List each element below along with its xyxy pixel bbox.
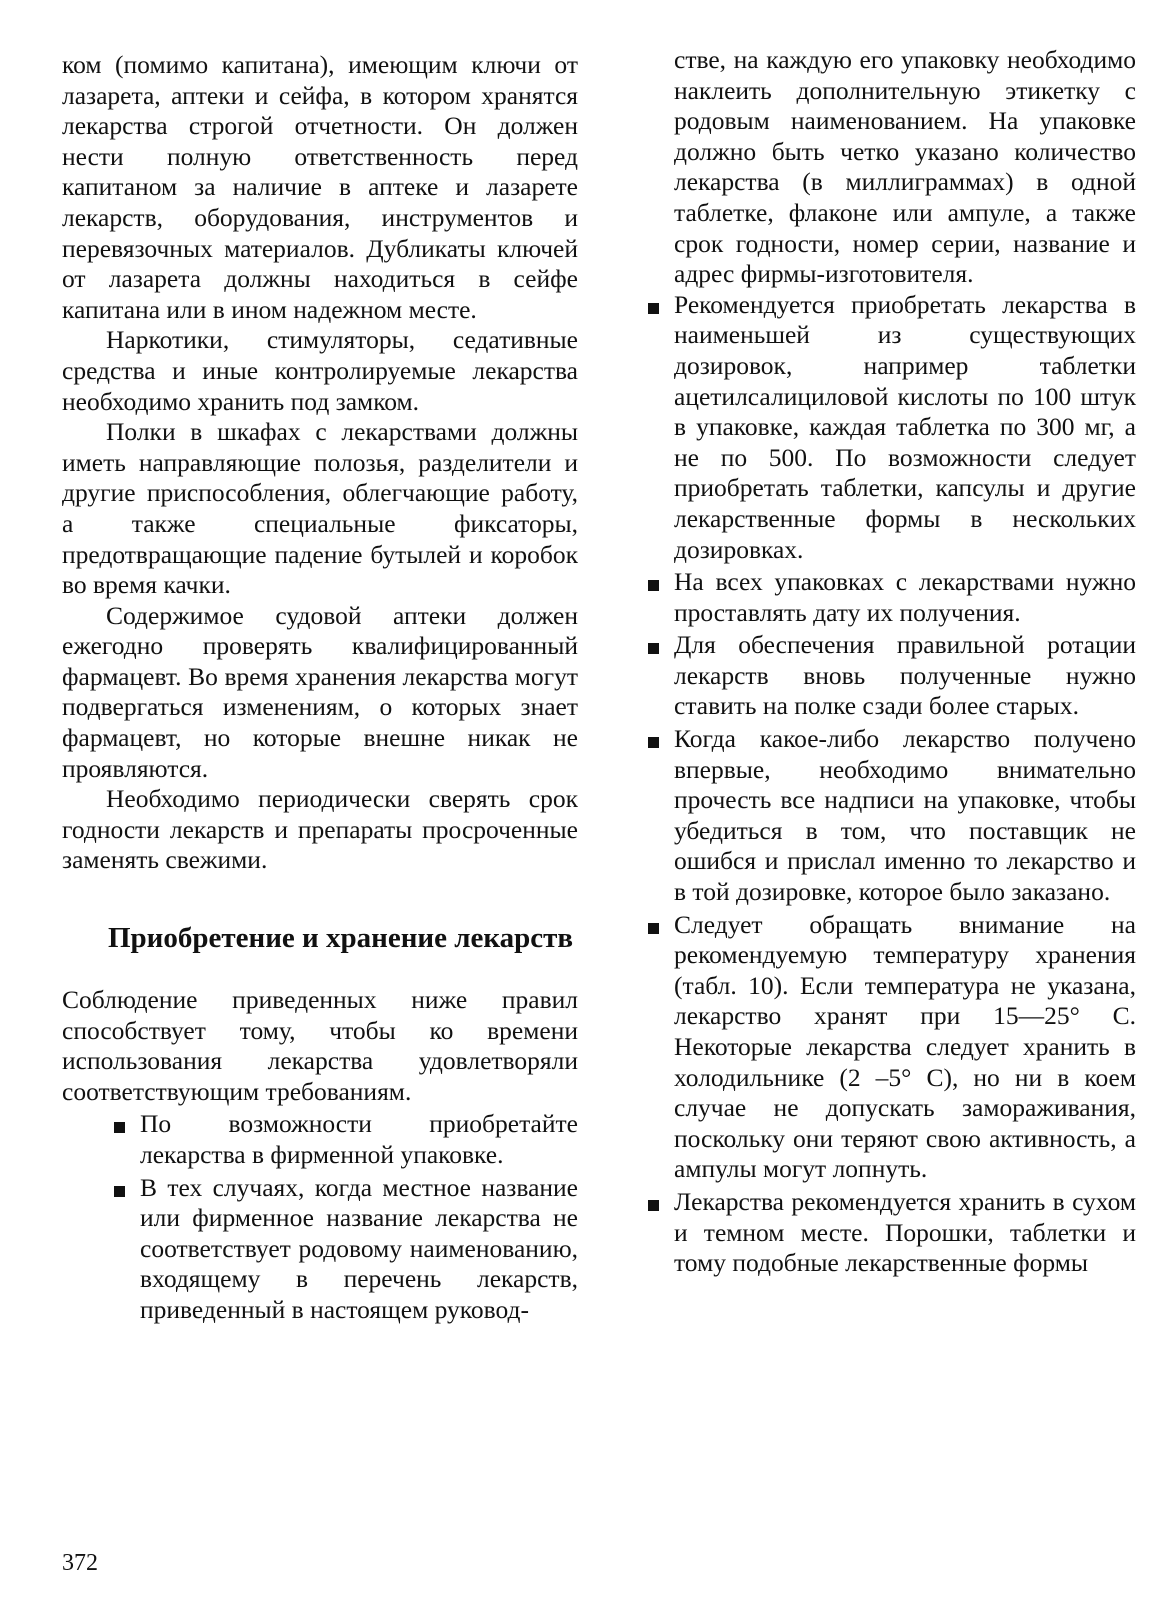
body-paragraph: Содержимое судовой аптеки должен ежегодно проверять квалифицированный фармацевт. Во время хранения лекарства могут подвергаться изменениям, о которых знает фармацевт, но которые внешне никак не проявляются.: [62, 600, 578, 783]
bullet-list: [646, 290, 1136, 1279]
left-column: [62, 50, 578, 1328]
page-number: 372: [62, 1550, 98, 1576]
list-item: Следует обращать внимание на рекомендуемую температуру хранения (табл. 10). Если температура не указана, лекарство хранят при 15—25° С. Некоторые лекарства следует хранить в холодильнике (2 –5° С), но ни в коем случае не допускать замораживания, поскольку они теряют свою активность, а ампулы могут лопнуть.: [646, 910, 1136, 1185]
right-column: [662, 45, 1136, 1281]
list-item: Рекомендуется приобретать лекарства в наименьшей из существующих дозировок, например таблетки ацетилсалициловой кислоты по 100 штук в упаковке, каждая таблетка по 300 мг, а не по 500. По возможности следует приобретать таблетки, капсулы и другие лекарственные формы в нескольких дозировках.: [646, 290, 1136, 565]
section-heading: Приобретение и хранение лекарств: [108, 922, 574, 955]
continued-text: стве, на каждую его упаковку необходимо наклеить дополнительную этикетку с родовым наименованием. На упаковке должно быть четко указано количество лекарства (в миллиграммах) в одной таблетке, флаконе или ампуле, а также срок годности, номер серии, название и адрес фирмы-изготовителя.: [674, 45, 1136, 289]
list-item: По возможности приобретайте лекарства в фирменной упаковке.: [112, 1109, 578, 1170]
body-paragraph: Полки в шкафах с лекарствами должны иметь направляющие полозья, разделители и другие приспособления, облегчающие работу, а также специальные фиксаторы, предотвращающие падение бутылей и коробок во время качки.: [62, 417, 578, 600]
section-intro: Соблюдение приведенных ниже правил способствует тому, чтобы ко времени использования лекарства удовлетворяли соответствующим требованиям.: [62, 985, 578, 1106]
body-paragraph: Необходимо периодически сверять срок годности лекарств и препараты просроченные заменять свежими.: [62, 784, 578, 875]
bullet-list: [112, 1109, 578, 1325]
list-item: Когда какое-либо лекарство получено впервые, необходимо внимательно прочесть все надписи на упаковке, чтобы убедиться в том, что поставщик не ошибся и прислал именно то лекарство и в той дозировке, которое было заказано.: [646, 724, 1136, 908]
body-paragraph: Наркотики, стимуляторы, седативные средства и иные контролируемые лекарства необходимо хранить под замком.: [62, 325, 578, 416]
body-paragraph: ком (помимо капитана), имеющим ключи от лазарета, аптеки и сейфа, в котором хранятся лекарства строгой отчетности. Он должен нести полную ответственность перед капитаном за наличие в аптеке и лазарете лекарств, оборудования, инструментов и перевязочных материалов. Дубликаты ключей от лазарета должны находиться в сейфе капитана или в ином надежном месте.: [62, 50, 578, 324]
list-item: Для обеспечения правильной ротации лекарств вновь полученные нужно ставить на полке сзади более старых.: [646, 630, 1136, 722]
list-item: В тех случаях, когда местное название или фирменное название лекарства не соответствует родовому наименованию, входящему в перечень лекарств, приведенный в настоящем руковод-: [112, 1173, 578, 1326]
list-item: На всех упаковках с лекарствами нужно проставлять дату их получения.: [646, 567, 1136, 628]
list-item: Лекарства рекомендуется хранить в сухом и темном месте. Порошки, таблетки и тому подобные лекарственные формы: [646, 1187, 1136, 1279]
